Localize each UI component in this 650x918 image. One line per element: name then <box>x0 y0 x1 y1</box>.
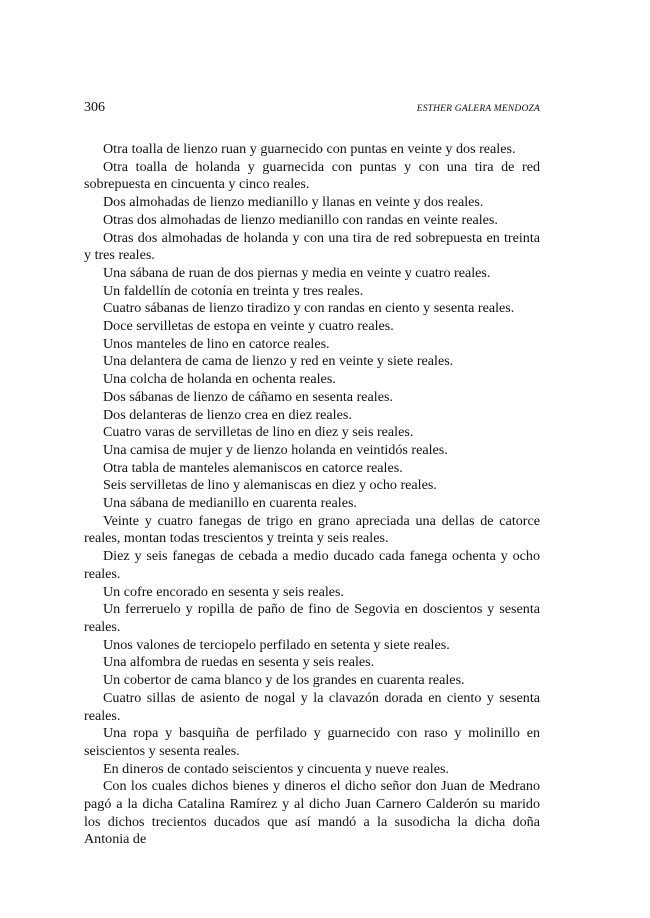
paragraph: Veinte y cuatro fanegas de trigo en grano apreciada una dellas de catorce reales, montan todas trescientos y treinta y seis reales. <box>84 512 540 547</box>
paragraph: Unos manteles de lino en catorce reales. <box>103 335 330 352</box>
paragraph: Una colcha de holanda en ochenta reales. <box>103 371 336 388</box>
paragraph: Otra tabla de manteles alemaniscos en catorce reales. <box>103 459 403 476</box>
body-text <box>84 141 540 849</box>
paragraph: Cuatro sábanas de lienzo tiradizo y con randas en ciento y sesenta reales. <box>103 300 515 317</box>
paragraph: Otras dos almohadas de holanda y con una tira de red sobrepuesta en treinta y tres reales. <box>84 229 540 264</box>
paragraph: Unos valones de terciopelo perfilado en setenta y siete reales. <box>103 636 450 653</box>
paragraph: Un ferreruelo y ropilla de paño de fino de Segovia en doscientos y sesenta reales. <box>84 601 540 635</box>
page-header <box>84 100 540 116</box>
paragraph: Diez y seis fanegas de cebada a medio ducado cada fanega ochenta y ocho reales. <box>84 548 540 582</box>
paragraph: Una alfombra de ruedas en sesenta y seis reales. <box>103 654 375 671</box>
paragraph: Un faldellín de cotonía en treinta y tres reales. <box>103 282 364 299</box>
paragraph: Dos sábanas de lienzo de cáñamo en sesenta reales. <box>103 388 393 405</box>
paragraph: Una ropa y basquiña de perfilado y guarnecido con raso y molinillo en seiscientos y sesenta reales. <box>84 725 540 759</box>
paragraph: Una sábana de ruan de dos piernas y media en veinte y cuatro reales. <box>103 264 491 281</box>
paragraph: Una camisa de mujer y de lienzo holanda en veintidós reales. <box>103 441 448 458</box>
paragraph: Dos delanteras de lienzo crea en diez reales. <box>103 406 352 423</box>
paragraph: En dineros de contado seiscientos y cincuenta y nueve reales. <box>103 760 449 777</box>
paragraph: Dos almohadas de lienzo medianillo y llanas en veinte y dos reales. <box>103 194 484 211</box>
paragraph: Una sábana de medianillo en cuarenta reales. <box>103 495 357 512</box>
paragraph: Cuatro varas de servilletas de lino en diez y seis reales. <box>103 424 414 441</box>
paragraph: Un cobertor de cama blanco y de los grandes en cuarenta reales. <box>103 672 465 689</box>
paragraph: Seis servilletas de lino y alemaniscas en diez y ocho reales. <box>103 477 437 494</box>
running-head: ESTHER GALERA MENDOZA <box>416 104 540 114</box>
paragraph: Cuatro sillas de asiento de nogal y la clavazón dorada en ciento y sesenta reales. <box>84 689 540 724</box>
paragraph: Un cofre encorado en sesenta y seis reales. <box>103 583 345 600</box>
paragraph: Otra toalla de holanda y guarnecida con puntas y con una tira de red sobrepuesta en cincuenta y cinco reales. <box>84 158 540 193</box>
paragraph: Doce servilletas de estopa en veinte y cuatro reales. <box>103 318 394 335</box>
paragraph: Una delantera de cama de lienzo y red en veinte y siete reales. <box>103 353 454 370</box>
paragraph: Otra toalla de lienzo ruan y guarnecido con puntas en veinte y dos reales. <box>103 141 516 157</box>
paragraph: Con los cuales dichos bienes y dineros el dicho señor don Juan de Medrano pagó a la dicha Catalina Ramírez y al dicho Juan Carnero Calderón su marido los dichos trecientos ducados que así mandó a la susodicha la dicha doña Antonia de <box>84 778 540 848</box>
paragraph: Otras dos almohadas de lienzo medianillo con randas en veinte reales. <box>103 211 498 228</box>
page-number: 306 <box>84 100 105 115</box>
